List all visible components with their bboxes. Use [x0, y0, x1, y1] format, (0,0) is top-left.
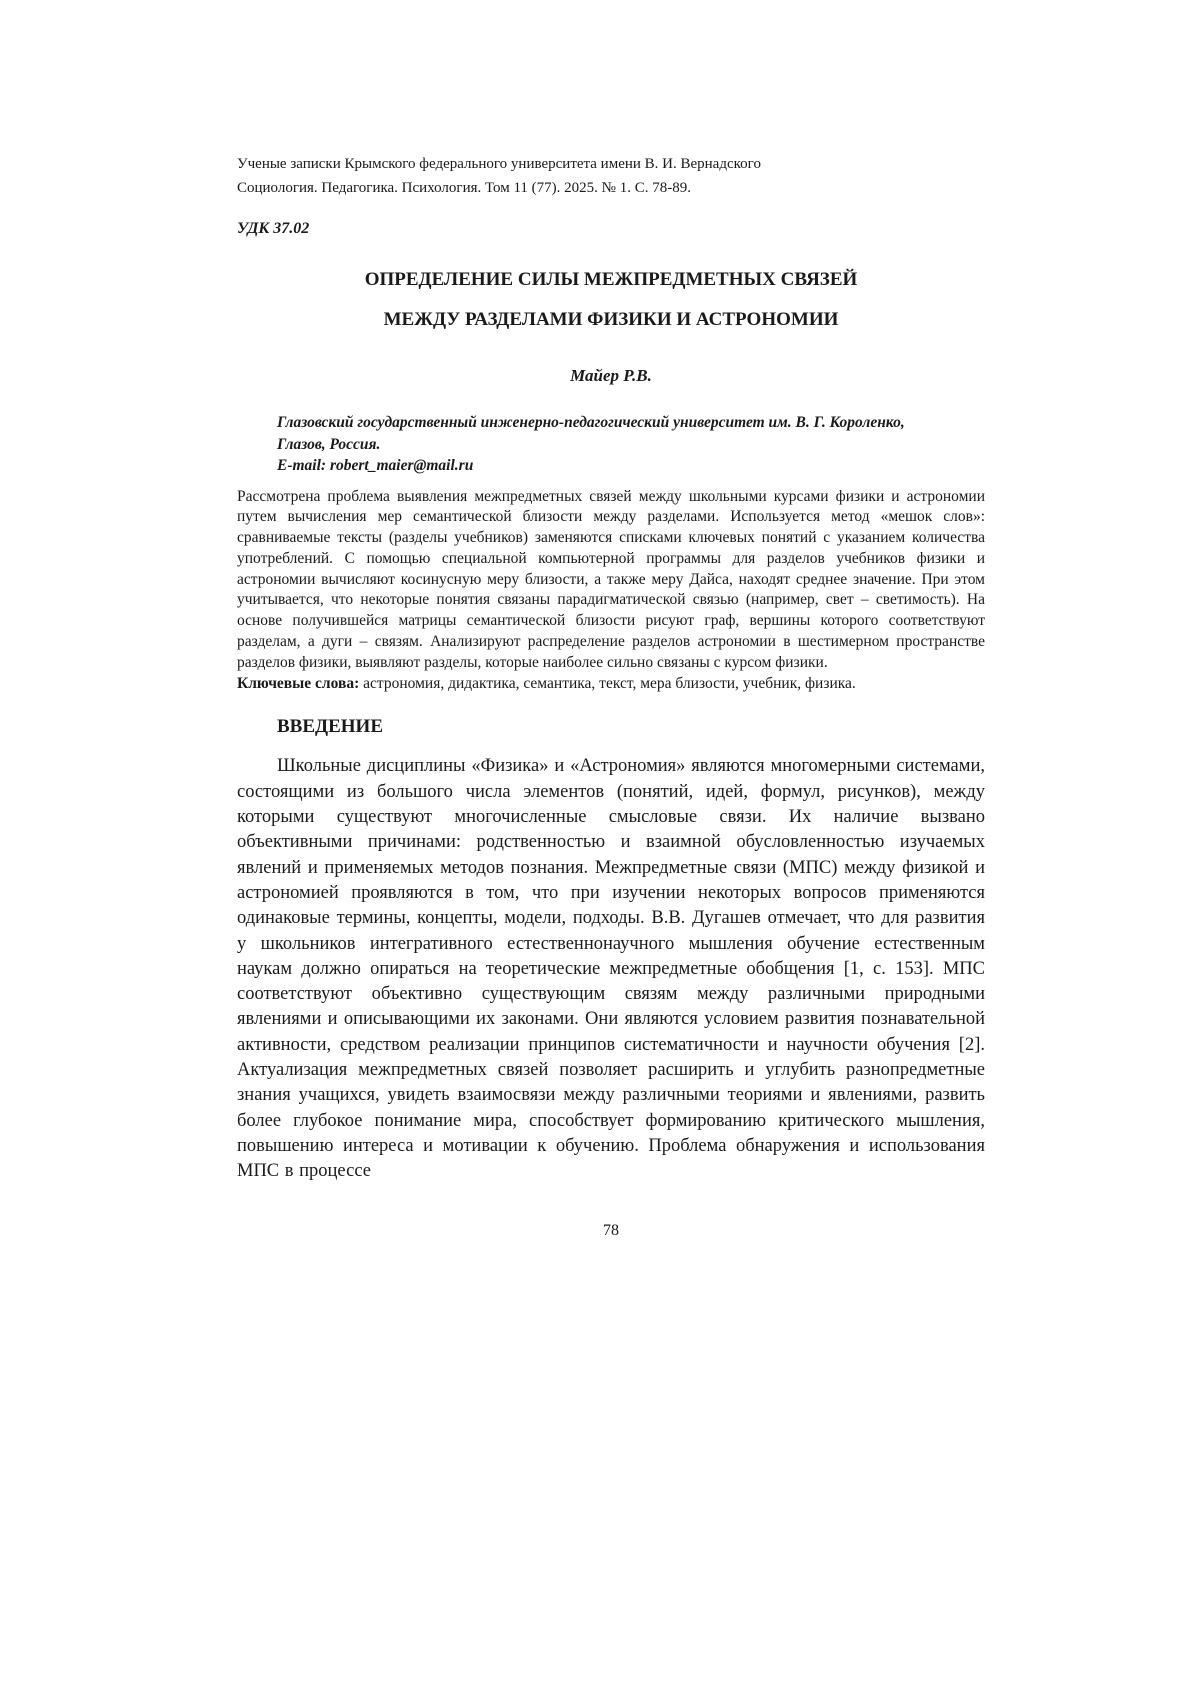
abstract-text: Рассмотрена проблема выявления межпредметных связей между школьными курсами физики и астрономии путем вычисления мер семантической близости между разделами. Используется метод «мешок слов»: сравниваемые тексты (разделы учебников) заменяются списками ключевых понятий с указанием количества употреблений. С помощью специальной компьютерной программы для разделов учебников физики и астрономии вычисляют косинусную меру близости, а также меру Дайса, находят среднее значение. При этом учитывается, что некоторые понятия связаны парадигматической связью (например, свет – светимость). На основе получившейся матрицы семантической близости рисуют граф, вершины которого соответствуют разделам, а дуги – связям. Анализируют распределение разделов астрономии в шестимерном пространстве разделов физики, выявляют разделы, которые наиболее сильно связаны с курсом физики. [237, 487, 985, 671]
udc-code: УДК 37.02 [237, 220, 310, 237]
paper-title-line2: МЕЖДУ РАЗДЕЛАМИ ФИЗИКИ И АСТРОНОМИИ [383, 309, 839, 330]
journal-header-line2: Социология. Педагогика. Психология. Том 11 (77). 2025. № 1. С. 78-89. [237, 180, 691, 196]
section-heading-introduction: ВВЕДЕНИЕ [277, 716, 383, 738]
affiliation-block [277, 412, 985, 477]
journal-header [237, 152, 985, 200]
paper-title [237, 260, 985, 340]
keywords-text: астрономия, дидактика, семантика, текст, мера близости, учебник, физика. [359, 674, 856, 692]
paper-title-line1: ОПРЕДЕЛЕНИЕ СИЛЫ МЕЖПРЕДМЕТНЫХ СВЯЗЕЙ [364, 269, 858, 290]
page-number: 78 [603, 1222, 619, 1239]
journal-header-line1: Ученые записки Крымского федерального университета имени В. И. Вернадского [237, 156, 761, 172]
affiliation-line2: Глазов, Россия. [277, 435, 381, 453]
introduction-paragraph: Школьные дисциплины «Физика» и «Астрономия» являются многомерными системами, состоящими из большого числа элементов (понятий, идей, формул, рисунков), между которыми существуют многочисленные смысловые связи. Их наличие вызвано объективными причинами: родственностью и взаимной обусловленностью изучаемых явлений и применяемых методов познания. Межпредметные связи (МПС) между физикой и астрономией проявляются в том, что при изучении некоторых вопросов применяются одинаковые термины, концепты, модели, подходы. В.В. Дугашев отмечает, что для развития у школьников интегративного естественнонаучного мышления обучение естественным наукам должно опираться на теоретические межпредметные обобщения [1, с. 153]. МПС соответствуют объективно существующим связям между различными природными явлениями и описывающими их законами. Они являются условием развития познавательной активности, средством реализации принципов систематичности и научности обучения [2]. Актуализация межпредметных связей позволяет расширить и углубить разнопредметные знания учащихся, увидеть взаимосвязи между различными теориями и явлениями, развить более глубокое понимание мира, способствует формированию критического мышления, повышению интереса и мотивации к обучению. Проблема обнаружения и использования МПС в процессе [237, 756, 985, 1182]
author-email: E-mail: robert_maier@mail.ru [277, 457, 474, 474]
keywords-label: Ключевые слова: [237, 674, 360, 692]
abstract-block [237, 487, 985, 695]
keywords-line [237, 674, 985, 695]
page-content [237, 152, 985, 1185]
author-name: Майер Р.В. [570, 366, 652, 385]
affiliation-line1: Глазовский государственный инженерно-педагогический университет им. В. Г. Короленко, [277, 414, 905, 431]
